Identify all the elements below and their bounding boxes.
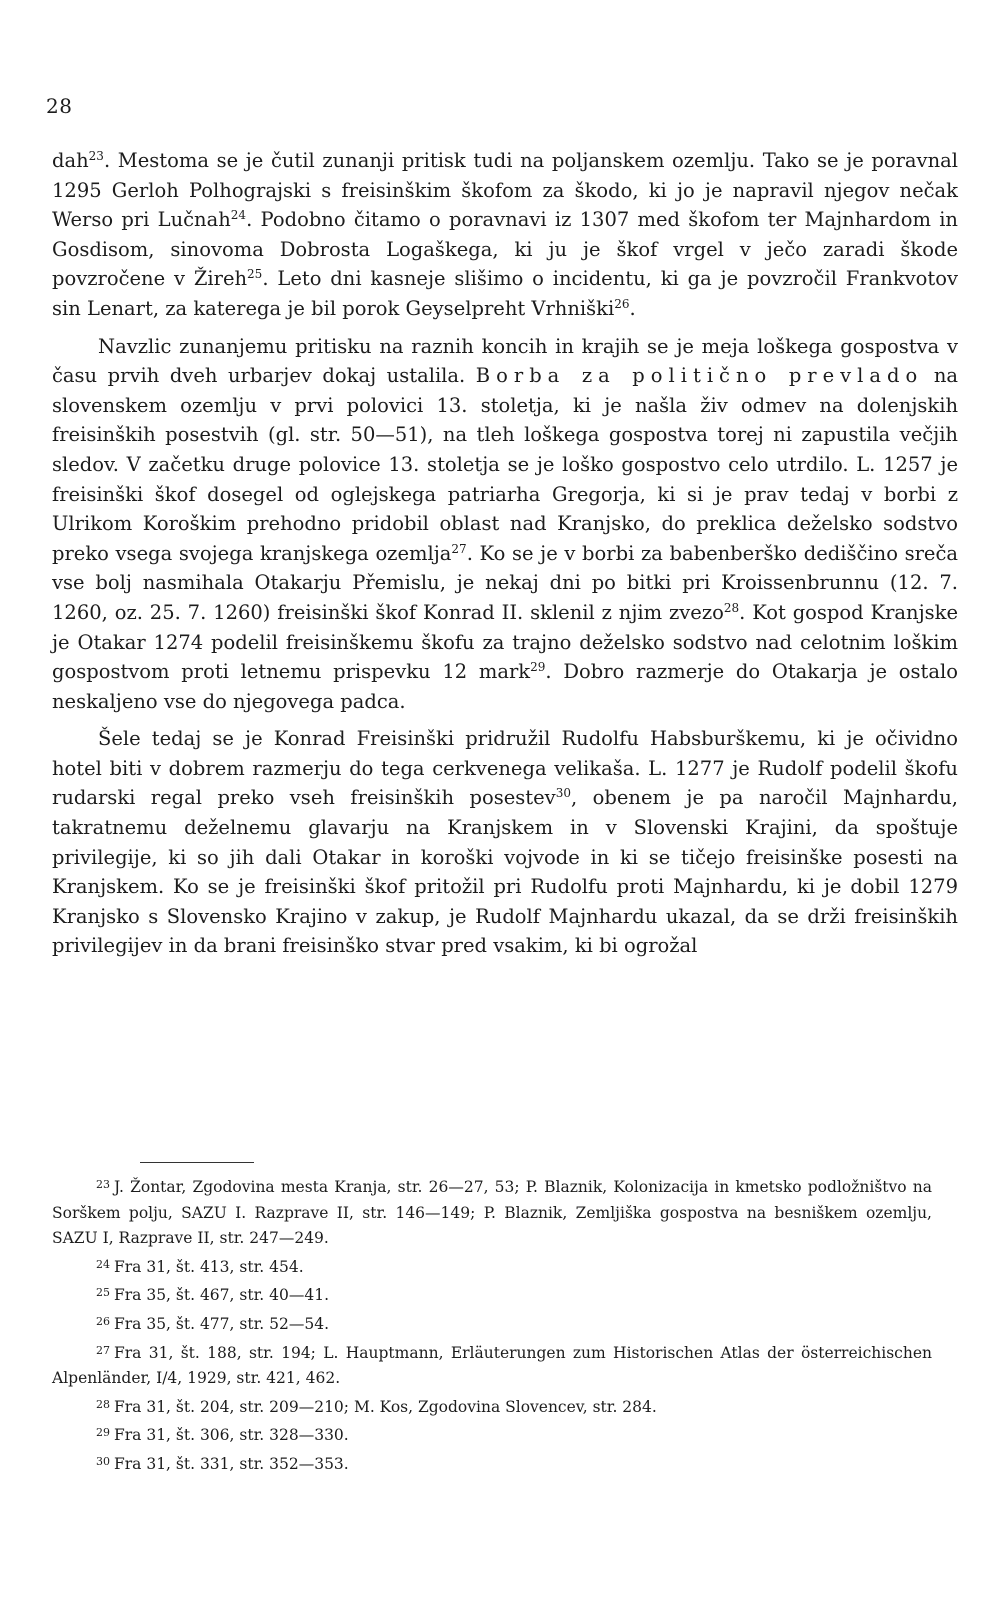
paragraph bbox=[52, 332, 958, 717]
footnote bbox=[52, 1280, 932, 1309]
footnote bbox=[52, 1449, 932, 1478]
paragraph bbox=[52, 724, 958, 961]
text-run: . Podobno čitamo o poravnavi iz 1307 med škofom ter Majnhardom in Gosdisom, sinovoma Dobrosta Logaškega, ki ju je škof vrgel v ječo zaradi škode povzročene v Žireh bbox=[52, 208, 958, 291]
footnote-number: 29 bbox=[96, 1426, 110, 1440]
footnote-reference: 30 bbox=[555, 786, 571, 801]
footnote-number: 28 bbox=[96, 1397, 110, 1411]
footnotes bbox=[52, 1172, 932, 1478]
footnote-number: 30 bbox=[96, 1454, 110, 1468]
footnote-reference: 23 bbox=[88, 149, 104, 163]
footnote-text: Fra 31, št. 188, str. 194; L. Hauptmann, Erläuterungen zum Historischen Atlas der österreichischen Alpenländer, I/4, 1929, str. 421, 462. bbox=[52, 1343, 932, 1388]
footnote-text: Fra 35, št. 477, str. 52—54. bbox=[114, 1314, 330, 1333]
text-run: na slovenskem ozemlju v prvi polovici 13. stoletja, ki je našla živ odmev na dolenjskih freisinških posestvih (gl. str. 50—51), na tleh loškega gospostva torej ni zapustila večjih sledov. V začetku druge polovice 13. stoletja se je loško gospostvo celo utrdilo. L. 1257 je freisinški škof dosegel od oglejskega patriarha Gregorja, ki si je prav tedaj v borbi z Ulrikom Koroškim prehodno pridobil oblast nad Kranjsko, do preklica deželsko sodstvo preko vsega svojega kranjskega ozemlja bbox=[52, 364, 959, 565]
page-number: 28 bbox=[46, 94, 73, 118]
footnote-text: Fra 35, št. 467, str. 40—41. bbox=[114, 1286, 330, 1305]
emphasized-text: Borba za politično prevlado bbox=[475, 364, 924, 388]
footnote bbox=[52, 1172, 932, 1252]
text-run: dah bbox=[52, 149, 89, 172]
paragraph bbox=[52, 146, 958, 324]
footnote bbox=[52, 1252, 932, 1281]
footnote-text: Fra 31, št. 204, str. 209—210; M. Kos, Zgodovina Slovencev, str. 284. bbox=[114, 1397, 657, 1416]
text-run: . Dobro razmerje do Otakarja je ostalo neskaljeno vse do njegovega padca. bbox=[52, 660, 958, 713]
footnote-text: Fra 31, št. 306, str. 328—330. bbox=[114, 1426, 349, 1445]
text-run: . Ko se je v borbi za babenberško dediščino sreča vse bolj nasmihala Otakarju Přemislu, je nekaj dni po bitki pri Kroissenbrunnu (12. 7. 1260, oz. 25. 7. 1260) freisinški škof Konrad II. sklenil z njim zvezo bbox=[52, 541, 958, 624]
footnote-number: 26 bbox=[96, 1314, 110, 1328]
footnote-reference: 29 bbox=[530, 660, 546, 675]
footnote bbox=[52, 1420, 932, 1449]
footnote-divider bbox=[140, 1162, 254, 1163]
footnote-number: 25 bbox=[96, 1286, 110, 1300]
footnote-reference: 25 bbox=[247, 267, 263, 282]
footnote bbox=[52, 1338, 932, 1392]
footnote-number: 23 bbox=[96, 1178, 110, 1191]
footnote-reference: 28 bbox=[723, 600, 740, 615]
text-run: . Kot gospod Kranjske je Otakar 1274 podelil freisinškemu škofu za trajno deželsko sodstvo nad celotnim loškim gospostvom proti letnemu prispevku 12 mark bbox=[52, 600, 958, 684]
footnote-number: 27 bbox=[96, 1343, 110, 1357]
text-run: . Leto dni kasneje slišimo o incidentu, ki ga je povzročil Frankvotov sin Lenart, za katerega je bil porok Geyselpreht Vrhniški bbox=[52, 267, 958, 320]
body-text bbox=[52, 146, 958, 969]
text-run: Šele tedaj se je Konrad Freisinški pridružil Rudolfu Habsburškemu, ki je očividno hotel biti v dobrem razmerju do tega cerkvenega velikaša. L. 1277 je Rudolf podelil škofu rudarski regal preko vseh freisinških posestev bbox=[52, 727, 958, 810]
text-run: . bbox=[629, 296, 636, 320]
footnote-reference: 26 bbox=[614, 296, 630, 311]
text-run: , obenem je pa naročil Majnhardu, takratnemu deželnemu glavarju na Kranjskem in v Slovenski Krajini, da spoštuje privilegije, ki so jih dali Otakar in koroški vojvode in ki se tičejo freisinške posesti na Kranjskem. Ko se je freisinški škof pritožil pri Rudolfu proti Majnhardu, ki je dobil 1279 Kranjsko s Slovensko Krajino v zakup, je Rudolf Majnhardu ukazal, da se drži freisinških privilegijev in da brani freisinško stvar pred vsakim, ki bi ogrožal bbox=[52, 786, 959, 958]
footnote-number: 24 bbox=[96, 1257, 110, 1271]
footnote-text: Fra 31, št. 331, str. 352—353. bbox=[114, 1454, 349, 1473]
text-run: Navzlic zunanjemu pritisku na raznih koncih in krajih se je meja loškega gospostva v času prvih dveh urbarjev dokaj ustalila. bbox=[52, 334, 958, 388]
footnote-reference: 24 bbox=[230, 208, 247, 223]
footnote bbox=[52, 1309, 932, 1338]
footnote bbox=[52, 1392, 932, 1421]
footnote-text: J. Žontar, Zgodovina mesta Kranja, str. 26—27, 53; P. Blaznik, Kolonizacija in kmetsko podložništvo na Sorškem polju, SAZU I. Razprave II, str. 146—149; P. Blaznik, Zemljiška gospostva na besniškem ozemlju, SAZU I, Razprave II, str. 247—249. bbox=[52, 1178, 932, 1248]
footnote-text: Fra 31, št. 413, str. 454. bbox=[114, 1257, 304, 1276]
footnote-reference: 27 bbox=[451, 541, 467, 556]
text-run: . Mestoma se je čutil zunanji pritisk tudi na poljanskem ozemlju. Tako se je poravnal 1295 Gerloh Polhograjski s freisinškim škofom za škodo, ki jo je napravil njegov nečak Werso pri Lučnah bbox=[52, 149, 958, 232]
